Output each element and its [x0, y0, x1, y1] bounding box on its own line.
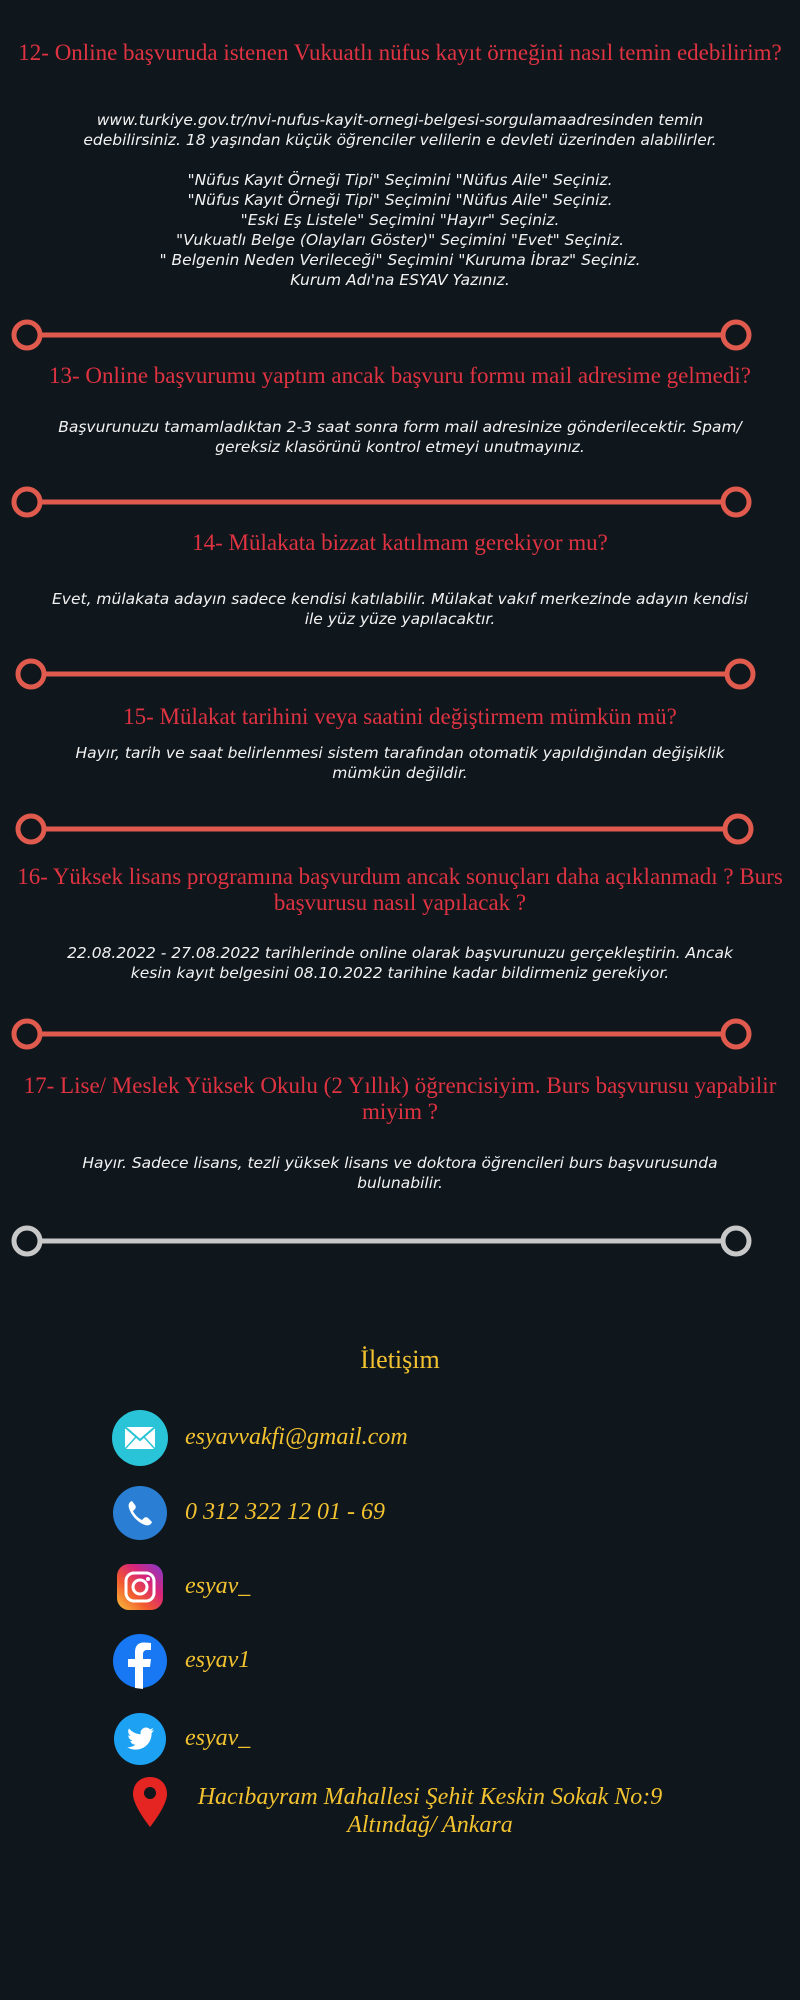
contact-twitter[interactable] [112, 1711, 712, 1767]
answer-line: 22.08.2022 - 27.08.2022 tarihlerinde online olarak başvurunuzu gerçekleştirin. Ancak kesin kayıt belgesini 08.10.2022 tarihine kadar bildirmeniz gerekiyor. [67, 944, 733, 982]
section-divider [0, 654, 800, 694]
faq-answer-16 [50, 943, 750, 983]
answer-line: "Nüfus Kayıt Örneği Tipi" Seçimini "Nüfus Aile" Seçiniz. [187, 191, 613, 209]
twitter-icon [112, 1711, 168, 1767]
faq-question-16: 16- Yüksek lisans programına başvurdum ancak sonuçları daha açıklanmadı ? Burs başvurusu nasıl yapılacak ? [17, 864, 783, 915]
answer-line: Başvurunuzu tamamladıktan 2-3 saat sonra form mail adresinize gönderilecektir. Spam/ gereksiz klasörünü kontrol etmeyi unutmayınız. [58, 418, 742, 456]
phone-icon [112, 1485, 168, 1541]
contact-phone[interactable] [112, 1485, 712, 1541]
faq-answer-13 [50, 417, 750, 457]
contact-phone-text[interactable]: 0 312 322 12 01 - 69 [185, 1499, 385, 1525]
contact-instagram-text[interactable]: esyav_ [185, 1573, 251, 1599]
faq-question-15: 15- Mülakat tarihini veya saatini değiştirmem mümkün mü? [123, 704, 677, 729]
mail-icon [112, 1410, 168, 1466]
contact-facebook[interactable] [112, 1633, 712, 1689]
contact-twitter-text[interactable]: esyav_ [185, 1725, 251, 1751]
faq-answer-17 [50, 1153, 750, 1193]
faq-question-14: 14- Mülakata bizzat katılmam gerekiyor mu? [192, 530, 608, 555]
answer-line: "Eski Eş Listele" Seçimini "Hayır" Seçiniz. [240, 211, 560, 229]
instagram-icon [112, 1559, 168, 1615]
answer-line: " Belgenin Neden Verileceği" Seçimini "Kuruma İbraz" Seçiniz. [159, 251, 641, 269]
section-divider [0, 315, 800, 355]
facebook-icon [112, 1633, 168, 1689]
location-pin-icon [130, 1776, 170, 1828]
section-divider [0, 482, 800, 522]
section-divider [0, 809, 800, 849]
faq-question-13: 13- Online başvurumu yaptım ancak başvuru formu mail adresime gelmedi? [49, 363, 751, 388]
contact-address: Hacıbayram Mahallesi Şehit Keskin Sokak No:9 Altındağ/ Ankara [197, 1784, 663, 1838]
contact-email[interactable] [112, 1410, 712, 1466]
contact-email-text[interactable]: esyavvakfi@gmail.com [185, 1424, 408, 1450]
faq-question-12: 12- Online başvuruda istenen Vukuatlı nüfus kayıt örneğini nasıl temin edebilirim? [18, 40, 782, 65]
section-divider-last [0, 1221, 800, 1261]
section-divider [0, 1014, 800, 1054]
answer-line: "Nüfus Kayıt Örneği Tipi" Seçimini "Nüfus Aile" Seçiniz. [187, 171, 613, 189]
answer-line: Kurum Adı'na ESYAV Yazınız. [290, 271, 510, 289]
answer-line: www.turkiye.gov.tr/nvi-nufus-kayit-ornegi-belgesi-sorgulamaadresinden temin edebilirsiniz. 18 yaşından küçük öğrenciler velilerin e devleti üzerinden alabilirler. [83, 111, 717, 149]
answer-line: Hayır. Sadece lisans, tezli yüksek lisans ve doktora öğrencileri burs başvurusunda bulunabilir. [82, 1154, 718, 1192]
answer-line: "Vukuatlı Belge (Olayları Göster)" Seçimini "Evet" Seçiniz. [175, 231, 625, 249]
faq-answer-14 [50, 589, 750, 629]
contact-facebook-text[interactable]: esyav1 [185, 1647, 251, 1673]
faq-answer-15 [50, 743, 750, 783]
answer-line: Hayır, tarih ve saat belirlenmesi sistem tarafından otomatik yapıldığından değişiklik mümkün değildir. [75, 744, 725, 782]
contact-instagram[interactable] [112, 1559, 712, 1615]
answer-line: Evet, mülakata adayın sadece kendisi katılabilir. Mülakat vakıf merkezinde adayın kendisi ile yüz yüze yapılacaktır. [52, 590, 748, 628]
faq-question-17: 17- Lise/ Meslek Yüksek Okulu (2 Yıllık) öğrencisiyim. Burs başvurusu yapabilir miyim ? [23, 1073, 777, 1124]
faq-answer-12 [50, 110, 750, 290]
contact-title: İletişim [360, 1345, 440, 1374]
